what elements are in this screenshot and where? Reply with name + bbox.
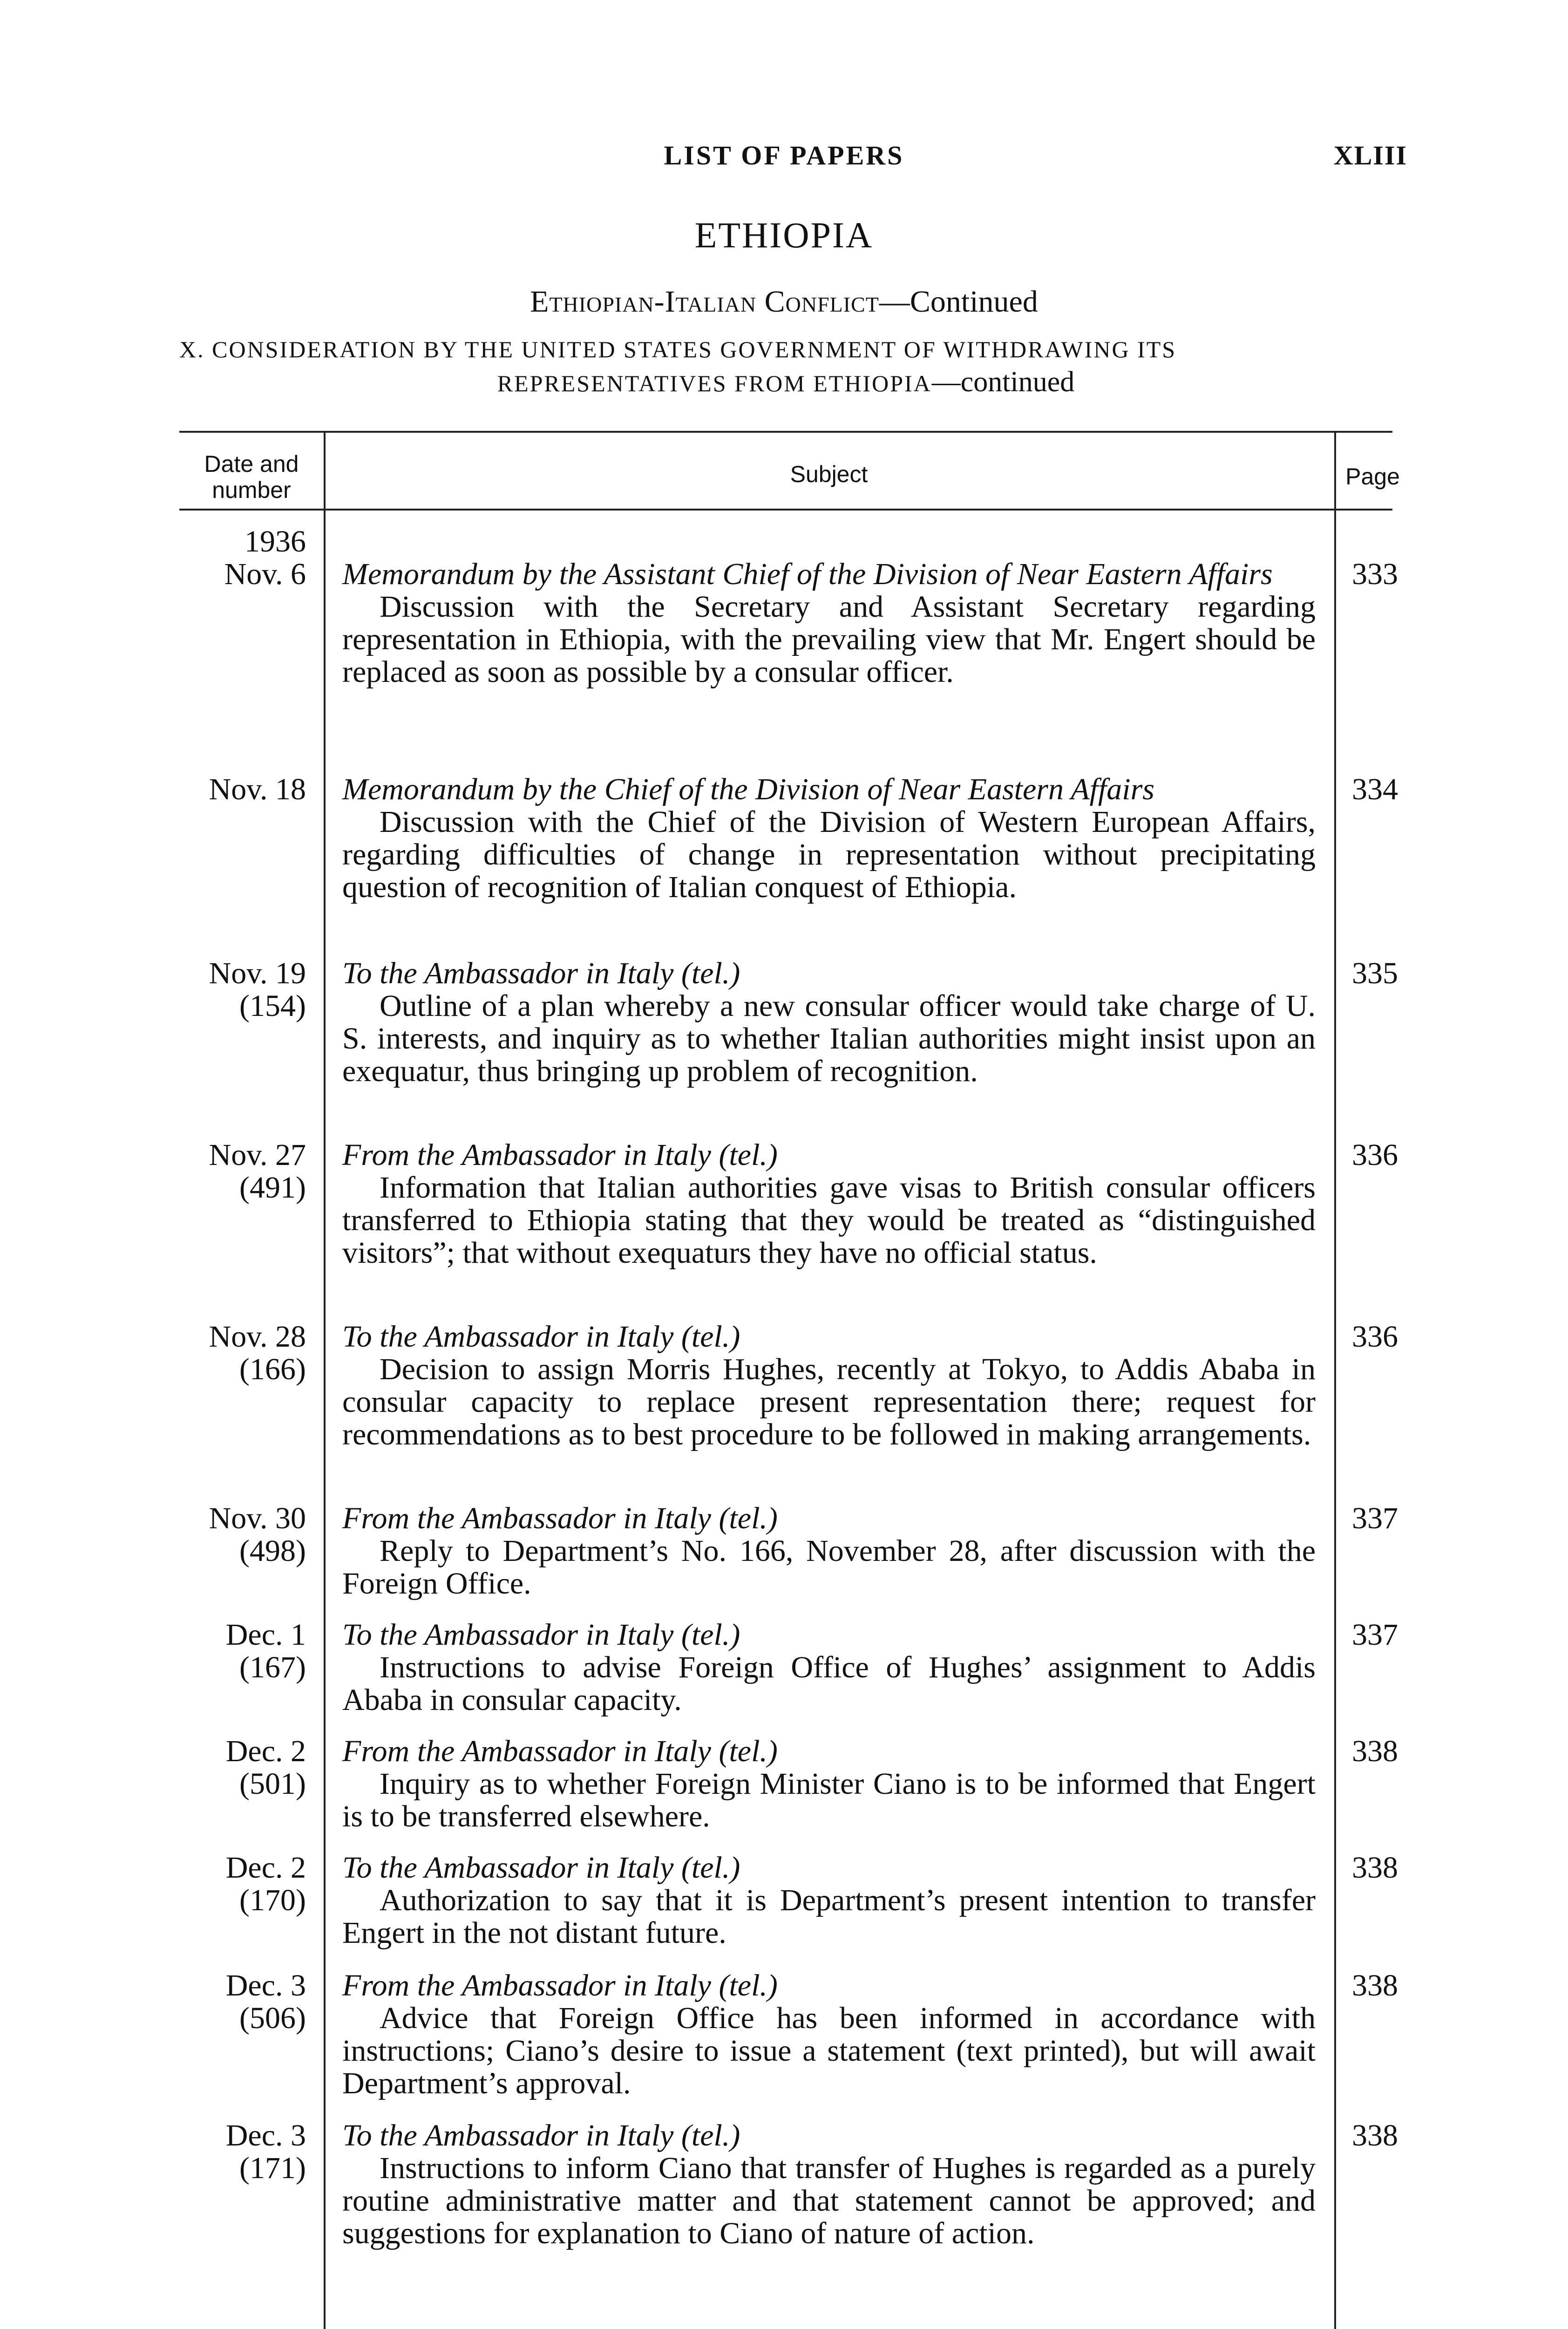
entry-date: [209, 1502, 306, 1567]
entry-number: (506): [239, 2001, 306, 2035]
entry-subject: [342, 2119, 1316, 2250]
entry-subject: [342, 558, 1316, 688]
entry-description: Inquiry as to whether Foreign Minister Ciano is to be informed that Engert is to be transferred elsewhere.: [342, 1767, 1316, 1833]
entry-date-text: Nov. 27: [209, 1138, 306, 1172]
section-heading: [179, 333, 1392, 400]
entry-description: Instructions to advise Foreign Office of Hughes’ assignment to Addis Ababa in consular capacity.: [342, 1650, 1316, 1717]
entry-description: Information that Italian authorities gave visas to British consular officers transferred to Ethiopia stating that they would be treated as “distinguished visitors”; that without exequaturs they have no official status.: [342, 1171, 1316, 1270]
running-head-title: LIST OF PAPERS: [664, 140, 904, 170]
entry-heading: From the Ambassador in Italy (tel.): [342, 1138, 778, 1172]
section-heading-line-2: [179, 366, 1392, 400]
entry-subject: [342, 1502, 1316, 1600]
entry-number: (167): [239, 1650, 306, 1684]
column-header-date-line-2: number: [212, 477, 291, 503]
column-header-date-line-1: Date and: [204, 451, 299, 477]
entry-page: 336: [1352, 1138, 1398, 1172]
column-rule-date: [324, 431, 326, 2329]
entry-heading: From the Ambassador in Italy (tel.): [342, 1734, 778, 1768]
entry-description: Instructions to inform Ciano that transfer of Hughes is regarded as a purely routine administrative matter and that statement cannot be approved; and suggestions for explanation to Ciano of nature of action.: [342, 2151, 1316, 2250]
entry-heading: To the Ambassador in Italy (tel.): [342, 1851, 740, 1885]
country-heading: ETHIOPIA: [694, 215, 874, 255]
table-header-rule: [179, 509, 1392, 511]
entry-subject: [342, 773, 1316, 904]
entry-subject: [342, 1321, 1316, 1451]
entry-heading: Memorandum by the Assistant Chief of the Division of Near Eastern Affairs: [342, 557, 1273, 591]
subtitle-suffix: —Continued: [879, 285, 1038, 319]
entry-heading: To the Ambassador in Italy (tel.): [342, 1618, 740, 1652]
entry-subject: [342, 957, 1316, 1088]
entry-date: [226, 2119, 306, 2185]
entry-page: 336: [1352, 1320, 1398, 1354]
entry-page: 338: [1352, 1968, 1398, 2002]
section-continued: —continued: [931, 366, 1075, 398]
entry-date-text: Nov. 28: [209, 1320, 306, 1354]
entry-description: Discussion with the Secretary and Assistant Secretary regarding representation in Ethiopia, with the prevailing view that Mr. Engert should be replaced as soon as possible by a consular officer.: [342, 590, 1316, 689]
entry-date-text: Dec. 2: [225, 1734, 306, 1768]
entry-date: [226, 1735, 306, 1800]
entry-date: [226, 1852, 306, 1917]
section-heading-text: REPRESENTATIVES FROM ETHIOPIA: [497, 370, 932, 396]
subtitle-main: Ethiopian-Italian Conflict: [530, 285, 879, 319]
entry-heading: From the Ambassador in Italy (tel.): [342, 1501, 778, 1535]
entry-page: 335: [1352, 956, 1398, 990]
running-head: [0, 140, 1568, 177]
entry-date-text: Dec. 2: [225, 1851, 306, 1885]
entry-subject: [342, 1852, 1316, 1949]
entry-description: Decision to assign Morris Hughes, recently at Tokyo, to Addis Ababa in consular capacity to replace present representation there; request for recommendations as to best procedure to be followed in making arrangements.: [342, 1352, 1316, 1451]
entry-number: (491): [239, 1171, 306, 1205]
entry-date: [209, 1321, 306, 1386]
year-label: 1936: [244, 524, 306, 558]
entry-heading: To the Ambassador in Italy (tel.): [342, 2118, 740, 2152]
entry-date: [226, 1969, 306, 2035]
chapter-subtitle: [0, 284, 1568, 320]
entry-page: 337: [1352, 1618, 1398, 1652]
entry-date: [224, 558, 306, 591]
entry-page: 338: [1352, 1851, 1398, 1885]
entry-heading: To the Ambassador in Italy (tel.): [342, 956, 740, 990]
entry-page: 337: [1352, 1501, 1398, 1535]
entry-number: (498): [239, 1534, 306, 1568]
column-header-page: Page: [1345, 463, 1400, 490]
entry-number: (171): [239, 2151, 306, 2185]
entry-date-text: Dec. 1: [225, 1618, 306, 1652]
entry-date-text: Nov. 18: [209, 772, 306, 806]
entry-heading: To the Ambassador in Italy (tel.): [342, 1320, 740, 1354]
entry-description: Authorization to say that it is Department’s present intention to transfer Engert in the not distant future.: [342, 1883, 1316, 1950]
entry-description: Advice that Foreign Office has been informed in accordance with instructions; Ciano’s desire to issue a statement (text printed), but will await Department’s approval.: [342, 2001, 1316, 2100]
entry-subject: [342, 1619, 1316, 1716]
entry-number: (154): [239, 989, 306, 1023]
entry-heading: From the Ambassador in Italy (tel.): [342, 1968, 778, 2002]
entry-subject: [342, 1139, 1316, 1269]
entry-description: Reply to Department’s No. 166, November 28, after discussion with the Foreign Office.: [342, 1534, 1316, 1600]
entry-description: Discussion with the Chief of the Division of Western European Affairs, regarding difficulties of change in representation without precipitating question of recognition of Italian conquest of Ethiopia.: [342, 805, 1316, 904]
entry-date: [226, 1619, 306, 1684]
entry-description: Outline of a plan whereby a new consular officer would take charge of U. S. interests, and inquiry as to whether Italian authorities might insist upon an exequatur, thus bringing up problem of recognition.: [342, 989, 1316, 1088]
page-folio: XLIII: [1333, 140, 1407, 170]
entry-number: (166): [239, 1352, 306, 1386]
entry-subject: [342, 1969, 1316, 2100]
entry-page: 338: [1352, 2118, 1398, 2152]
column-header-date: [186, 451, 317, 503]
entry-page: 334: [1352, 772, 1398, 806]
section-heading-line-1: X. CONSIDERATION BY THE UNITED STATES GOVERNMENT OF WITHDRAWING ITS: [179, 336, 1177, 362]
entry-date-text: Nov. 30: [209, 1501, 306, 1535]
entry-subject: [342, 1735, 1316, 1833]
entry-date: [209, 1139, 306, 1204]
entry-page: 338: [1352, 1734, 1398, 1768]
entry-date-text: Dec. 3: [225, 2118, 306, 2152]
entry-number: (170): [239, 1883, 306, 1917]
column-header-subject: Subject: [790, 461, 868, 487]
entry-heading: Memorandum by the Chief of the Division of Near Eastern Affairs: [342, 772, 1154, 806]
entry-date-text: Dec. 3: [225, 1968, 306, 2002]
entry-page: 333: [1352, 557, 1398, 591]
table-top-rule: [179, 431, 1392, 433]
column-rule-page: [1334, 431, 1336, 2329]
entry-date-text: Nov. 6: [224, 557, 306, 591]
entry-number: (501): [239, 1767, 306, 1801]
entry-date-text: Nov. 19: [209, 956, 306, 990]
entry-date: [209, 957, 306, 1022]
entry-date: [209, 773, 306, 806]
